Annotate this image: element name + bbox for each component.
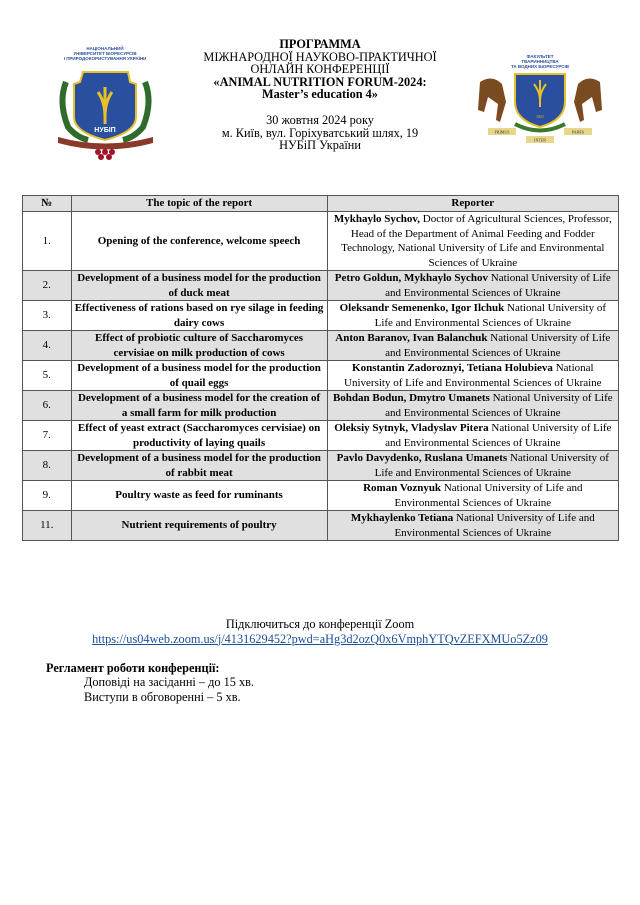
table-row xyxy=(23,361,619,391)
reporter-name: Oleksandr Semenenko, Igor Ilchuk xyxy=(339,302,505,314)
row-reporter xyxy=(327,481,618,511)
row-number: 7. xyxy=(23,421,72,451)
row-number: 1. xyxy=(23,212,72,271)
reporter-name: Konstantin Zadoroznyi, Tetiana Holubieva xyxy=(352,362,553,374)
row-reporter xyxy=(327,212,618,271)
conference-institution: НУБіП України xyxy=(279,138,361,153)
reporter-affiliation: National University of Life and Environmental Sciences of Ukraine xyxy=(385,422,612,449)
logo-right-text-4: 1921 xyxy=(536,114,544,119)
row-number: 8. xyxy=(23,451,72,481)
header-topic: The topic of the report xyxy=(71,196,327,212)
conference-type-line2: ОНЛАЙН КОНФЕРЕНЦІЇ xyxy=(250,62,390,77)
row-reporter xyxy=(327,391,618,421)
logo-left-text-4: НУБІП xyxy=(94,127,116,134)
program-title: ПРОГРАММА xyxy=(279,37,361,51)
row-topic: Development of a business model for the production of quail eggs xyxy=(71,361,327,391)
reporter-name: Petro Goldun, Mykhaylo Sychov xyxy=(334,272,489,284)
row-reporter xyxy=(327,361,618,391)
reporter-affiliation: National University of Life and Environmental Sciences of Ukraine xyxy=(385,332,611,359)
logo-left-text-1: НАЦІОНАЛЬНИЙ xyxy=(86,46,124,51)
program-table xyxy=(22,195,619,541)
document-header xyxy=(170,38,470,152)
reporter-name: Mykhaylo Sychov, xyxy=(333,213,421,225)
reporter-name: Pavlo Davydenko, Ruslana Umanets xyxy=(336,452,508,464)
row-number: 4. xyxy=(23,331,72,361)
rules-item-discussion: Виступи в обговоренні – 5 хв. xyxy=(84,689,241,704)
conference-type-line1: МІЖНАРОДНОЇ НАУКОВО-ПРАКТИЧНОЇ xyxy=(203,49,437,64)
reporter-name: Bohdan Bodun, Dmytro Umanets xyxy=(332,392,490,404)
reporter-affiliation: National University of Life and Environmental Sciences of Ukraine xyxy=(385,392,613,419)
row-topic: Opening of the conference, welcome speech xyxy=(71,212,327,271)
logo-right-text-2: ТВАРИННИЦТВА xyxy=(521,59,559,64)
table-row xyxy=(23,511,619,541)
row-number: 5. xyxy=(23,361,72,391)
faculty-logo xyxy=(470,52,610,147)
row-topic: Effectiveness of rations based on rye silage in feeding dairy cows xyxy=(71,301,327,331)
row-number: 6. xyxy=(23,391,72,421)
row-reporter xyxy=(327,271,618,301)
rules-title: Регламент роботи конференції: xyxy=(46,661,220,675)
reporter-name: Anton Baranov, Ivan Balanchuk xyxy=(335,332,488,344)
header-reporter: Reporter xyxy=(327,196,618,212)
reporter-affiliation: National University of Life and Environmental Sciences of Ukraine xyxy=(374,452,609,479)
row-topic: Nutrient requirements of poultry xyxy=(71,511,327,541)
logo-right-text-3: ТА ВОДНИХ БІОРЕСУРСІВ xyxy=(510,64,570,69)
conference-date: 30 жовтня 2024 року xyxy=(266,112,374,127)
logo-left-text-3: І ПРИРОДОКОРИСТУВАННЯ УКРАЇНИ xyxy=(63,56,147,61)
table-row xyxy=(23,481,619,511)
logo-right-text-6: INTER xyxy=(534,137,546,143)
row-topic: Effect of probiotic culture of Saccharomyces cervisiae on milk production of cows xyxy=(71,331,327,361)
row-reporter xyxy=(327,331,618,361)
row-number: 2. xyxy=(23,271,72,301)
row-number: 11. xyxy=(23,511,72,541)
logo-left-text-2: УНІВЕРСИТЕТ БІОРЕСУРСІВ xyxy=(73,51,137,56)
row-reporter xyxy=(327,511,618,541)
row-reporter xyxy=(327,421,618,451)
nubip-logo xyxy=(48,42,163,160)
reporter-name: Mykhaylenko Tetiana xyxy=(350,512,454,524)
reporter-name: Oleksiy Sytnyk, Vladyslav Pitera xyxy=(334,422,489,434)
logo-right-text-7: PARES xyxy=(571,129,585,135)
table-row xyxy=(23,451,619,481)
zoom-section xyxy=(0,617,640,646)
table-row xyxy=(23,271,619,301)
row-topic: Development of a business model for the production of duck meat xyxy=(71,271,327,301)
rules-item-reports: Доповіді на засіданні – до 15 хв. xyxy=(84,675,255,690)
conference-address: м. Київ, вул. Горіхуватський шлях, 19 xyxy=(221,125,419,140)
table-row xyxy=(23,421,619,451)
row-number: 9. xyxy=(23,481,72,511)
row-topic: Development of a business model for the creation of a small farm for milk production xyxy=(71,391,327,421)
table-header-row xyxy=(23,196,619,212)
zoom-label: Підключиться до конференції Zoom xyxy=(225,617,415,631)
row-reporter xyxy=(327,451,618,481)
logo-right-text-1: ФАКУЛЬТЕТ xyxy=(526,54,554,59)
row-topic: Poultry waste as feed for ruminants xyxy=(71,481,327,511)
logo-right-text-5: PRIMUS xyxy=(494,129,510,135)
table-row xyxy=(23,301,619,331)
reporter-affiliation: National University of Life and Environmental Sciences of Ukraine xyxy=(385,272,611,299)
reporter-affiliation: National University of Life and Environmental Sciences of Ukraine xyxy=(344,362,602,389)
zoom-link[interactable]: https://us04web.zoom.us/j/4131629452?pwd=aHg3d2ozQ0x6VmphYTQvZEFXMUo5Zz09 xyxy=(92,631,548,646)
conference-rules xyxy=(46,661,254,704)
reporter-affiliation: National University of Life and Environmental Sciences of Ukraine xyxy=(394,482,583,509)
reporter-affiliation: National University of Life and Environmental Sciences of Ukraine xyxy=(374,302,606,329)
header-number: № xyxy=(23,196,72,212)
reporter-affiliation: National University of Life and Environmental Sciences of Ukraine xyxy=(394,512,595,539)
reporter-affiliation: Doctor of Agricultural Sciences, Professor, Head of the Department of Animal Feeding and Fodder Technology, National University of Life and Environmental Sciences of Ukraine xyxy=(341,213,612,269)
table-row xyxy=(23,212,619,271)
table-row xyxy=(23,331,619,361)
row-topic: Effect of yeast extract (Saccharomyces cervisiae) on productivity of laying quails xyxy=(71,421,327,451)
reporter-name: Roman Voznyuk xyxy=(363,482,442,494)
row-reporter xyxy=(327,301,618,331)
conference-name: «ANIMAL NUTRITION FORUM-2024: xyxy=(213,74,427,89)
row-topic: Development of a business model for the production of rabbit meat xyxy=(71,451,327,481)
conference-subtitle: Master’s education 4» xyxy=(262,87,378,102)
row-number: 3. xyxy=(23,301,72,331)
table-row xyxy=(23,391,619,421)
